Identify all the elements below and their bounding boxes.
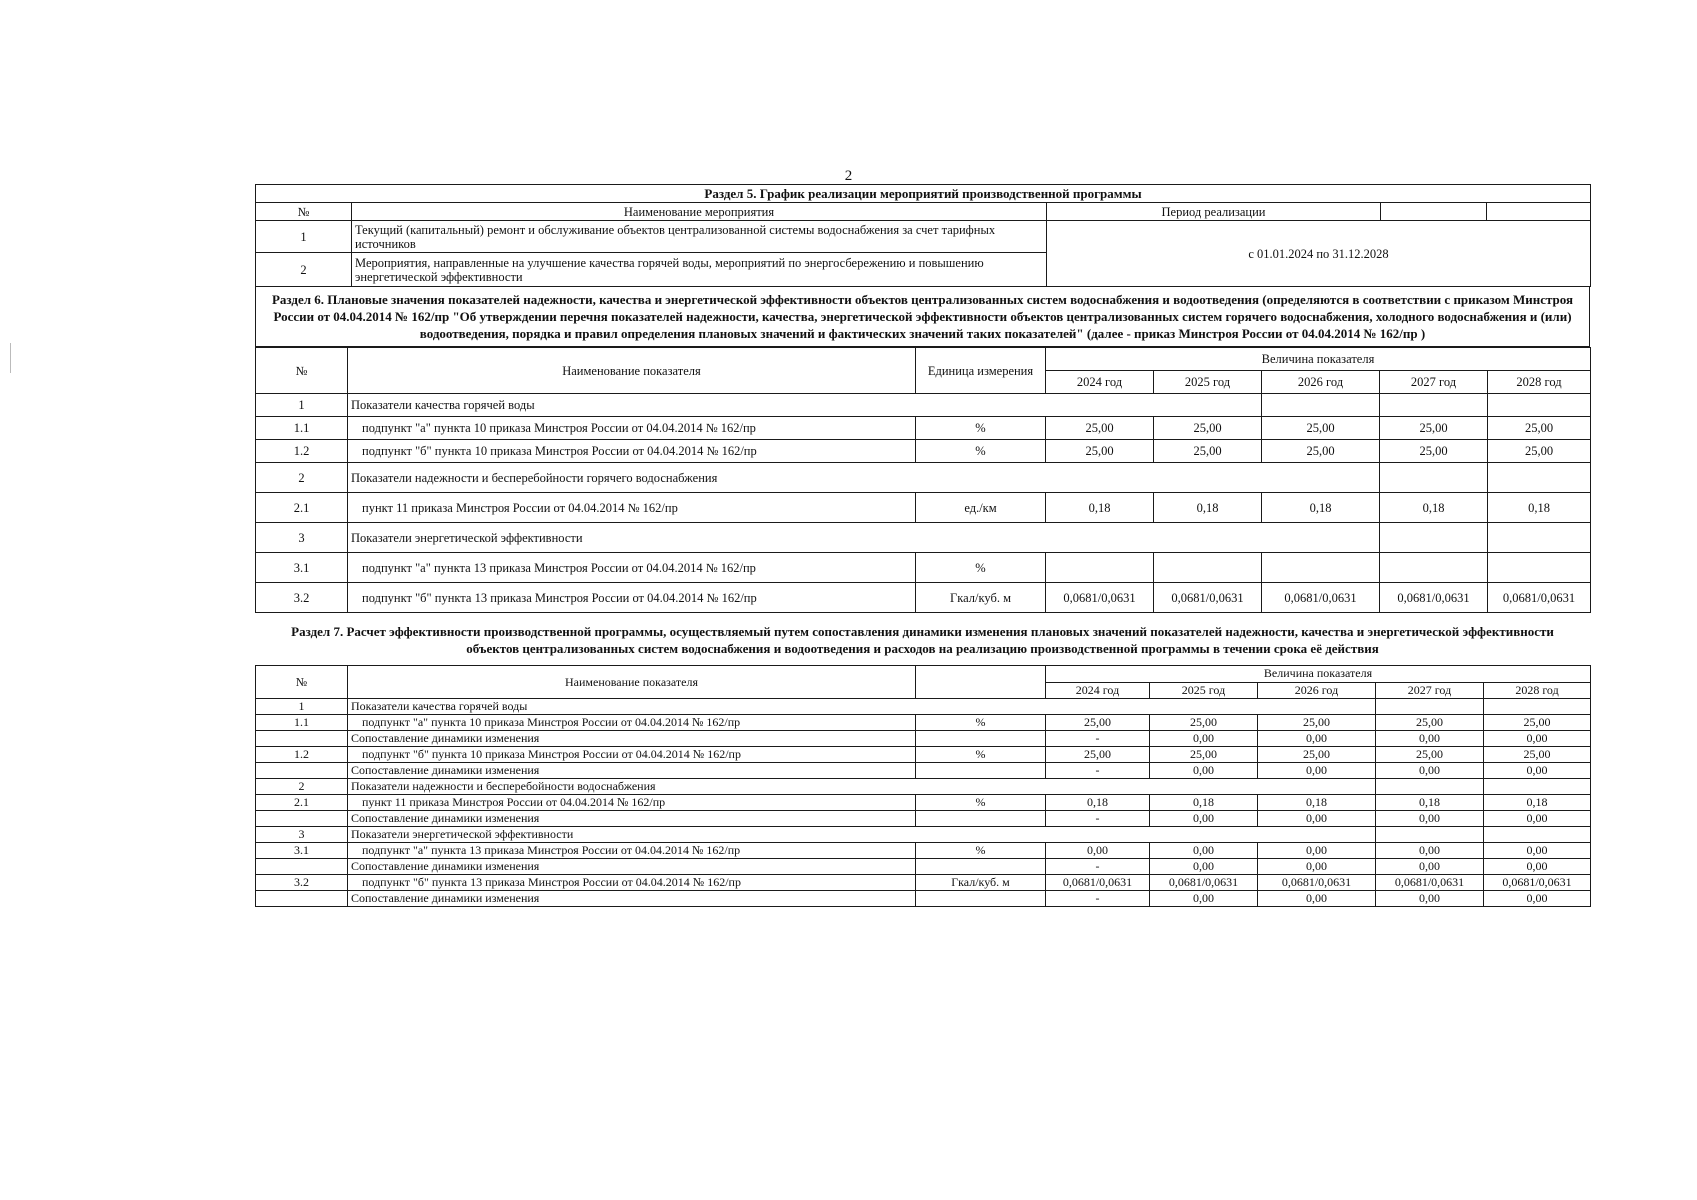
section6-value: 25,00	[1488, 440, 1591, 463]
section7-group-name: Показатели надежности и бесперебойности водоснабжения	[348, 779, 1376, 795]
section7-row-name: подпункт "б" пункта 13 приказа Минстроя России от 04.04.2014 № 162/пр	[348, 875, 916, 891]
section7-group-name: Показатели качества горячей воды	[348, 699, 1376, 715]
section7-group-name: Показатели энергетической эффективности	[348, 827, 1376, 843]
section7-value: 0,00	[1258, 843, 1376, 859]
section7-value: 0,0681/0,0631	[1150, 875, 1258, 891]
section6-value	[1154, 553, 1262, 583]
section7-row-no: 3.1	[256, 843, 348, 859]
section7-row-unit: %	[916, 843, 1046, 859]
section6-value: 25,00	[1046, 440, 1154, 463]
section7-dynamics-value: 0,00	[1484, 763, 1591, 779]
section7-row-no: 1.1	[256, 715, 348, 731]
section7-year: 2027 год	[1376, 682, 1484, 699]
section6-year: 2027 год	[1380, 371, 1488, 394]
section6-value: 0,18	[1380, 493, 1488, 523]
section7-empty-cell	[1376, 827, 1484, 843]
section7-empty-cell	[1484, 699, 1591, 715]
section5-col-period: Период реализации	[1047, 203, 1381, 221]
section7-dynamics-value: -	[1046, 731, 1150, 747]
section6-value: 0,18	[1046, 493, 1154, 523]
section6-row-unit: %	[916, 417, 1046, 440]
section7-col-no: №	[256, 666, 348, 699]
section5-col-no: №	[256, 203, 352, 221]
section6-value: 25,00	[1380, 417, 1488, 440]
document-sheet	[255, 184, 1590, 907]
section6-value: 0,0681/0,0631	[1380, 583, 1488, 613]
section7-empty-cell	[916, 763, 1046, 779]
section6-value: 0,0681/0,0631	[1046, 583, 1154, 613]
section7-row-name: подпункт "а" пункта 10 приказа Минстроя России от 04.04.2014 № 162/пр	[348, 715, 916, 731]
section7-title: Раздел 7. Расчет эффективности производственной программы, осуществляемый путем сопоставления динамики изменения плановых значений показателей надежности, качества и энергетической эффективности объектов централизованных систем водоснабжения и водоотведения и расходов на реализацию производственной программы в течении срока её действия	[291, 624, 1554, 656]
section7-value: 25,00	[1258, 747, 1376, 763]
section6-value: 0,0681/0,0631	[1154, 583, 1262, 613]
section7-value: 25,00	[1258, 715, 1376, 731]
section6-row-unit: Гкал/куб. м	[916, 583, 1046, 613]
section7-row-unit: Гкал/куб. м	[916, 875, 1046, 891]
section7-value: 0,18	[1046, 795, 1150, 811]
section6-col-name: Наименование показателя	[348, 348, 916, 394]
section6-year: 2024 год	[1046, 371, 1154, 394]
section6-row-no: 3	[256, 523, 348, 553]
section7-value: 0,0681/0,0631	[1046, 875, 1150, 891]
section6-row-name: пункт 11 приказа Минстроя России от 04.04.2014 № 162/пр	[348, 493, 916, 523]
section6-value: 0,18	[1154, 493, 1262, 523]
section7-value: 0,00	[1046, 843, 1150, 859]
section6-value	[1380, 553, 1488, 583]
section7-empty-cell	[256, 811, 348, 827]
section7-dynamics-label: Сопоставление динамики изменения	[348, 731, 916, 747]
section7-empty-cell	[1484, 827, 1591, 843]
section6-table	[255, 347, 1591, 613]
section7-row-no: 2.1	[256, 795, 348, 811]
section6-col-unit: Единица измерения	[916, 348, 1046, 394]
section6-row-no: 3.1	[256, 553, 348, 583]
section6-value: 25,00	[1154, 417, 1262, 440]
section7-dynamics-value: 0,00	[1258, 859, 1376, 875]
section6-row-no: 1.1	[256, 417, 348, 440]
section7-empty-cell	[256, 731, 348, 747]
section6-row-no: 2	[256, 463, 348, 493]
section7-empty-cell	[256, 763, 348, 779]
section7-row-no: 1.2	[256, 747, 348, 763]
section6-value: 0,18	[1262, 493, 1380, 523]
section7-value: 0,0681/0,0631	[1484, 875, 1591, 891]
scan-margin-mark	[10, 343, 11, 373]
section7-dynamics-value: 0,00	[1150, 891, 1258, 907]
section7-dynamics-label: Сопоставление динамики изменения	[348, 859, 916, 875]
section6-row-name: подпункт "б" пункта 10 приказа Минстроя России от 04.04.2014 № 162/пр	[348, 440, 916, 463]
section6-group-name: Показатели энергетической эффективности	[348, 523, 1380, 553]
section7-dynamics-value: 0,00	[1376, 859, 1484, 875]
section6-value: 25,00	[1380, 440, 1488, 463]
section7-dynamics-value: -	[1046, 811, 1150, 827]
section7-dynamics-value: 0,00	[1484, 891, 1591, 907]
section6-empty-cell	[1380, 463, 1488, 493]
section6-group-name: Показатели качества горячей воды	[348, 394, 1262, 417]
section6-row-unit: %	[916, 440, 1046, 463]
section7-empty-cell	[1484, 779, 1591, 795]
section7-value: 25,00	[1046, 747, 1150, 763]
section6-row-name: подпункт "а" пункта 13 приказа Минстроя России от 04.04.2014 № 162/пр	[348, 553, 916, 583]
section7-value: 0,0681/0,0631	[1258, 875, 1376, 891]
section6-row-no: 1.2	[256, 440, 348, 463]
section6-value: 25,00	[1262, 440, 1380, 463]
section7-value: 0,18	[1484, 795, 1591, 811]
section6-year: 2026 год	[1262, 371, 1380, 394]
section5-period-value: с 01.01.2024 по 31.12.2028	[1047, 221, 1591, 287]
section7-year: 2024 год	[1046, 682, 1150, 699]
section5-empty-cell	[1381, 203, 1487, 221]
section7-row-no: 3.2	[256, 875, 348, 891]
section7-empty-cell	[916, 811, 1046, 827]
section7-dynamics-value: 0,00	[1484, 811, 1591, 827]
section7-row-name: подпункт "а" пункта 13 приказа Минстроя России от 04.04.2014 № 162/пр	[348, 843, 916, 859]
section7-value: 0,18	[1150, 795, 1258, 811]
section7-empty-cell	[916, 859, 1046, 875]
section6-year: 2025 год	[1154, 371, 1262, 394]
section6-value	[1262, 553, 1380, 583]
page-number: 2	[844, 168, 853, 184]
section7-row-unit: %	[916, 795, 1046, 811]
section6-value: 0,18	[1488, 493, 1591, 523]
section5-table	[255, 184, 1591, 287]
section7-dynamics-label: Сопоставление динамики изменения	[348, 811, 916, 827]
section7-dynamics-value: -	[1046, 763, 1150, 779]
section7-dynamics-value: 0,00	[1150, 811, 1258, 827]
section7-value: 0,18	[1376, 795, 1484, 811]
section7-dynamics-value: 0,00	[1258, 811, 1376, 827]
section6-value	[1488, 553, 1591, 583]
section6-row-unit: %	[916, 553, 1046, 583]
section6-row-no: 3.2	[256, 583, 348, 613]
section7-dynamics-value: 0,00	[1258, 891, 1376, 907]
section7-dynamics-value: 0,00	[1376, 763, 1484, 779]
section5-row-name: Мероприятия, направленные на улучшение качества горячей воды, мероприятий по энергосбережению и повышению энергетической эффективности	[352, 253, 1047, 287]
section7-dynamics-value: 0,00	[1258, 731, 1376, 747]
section7-empty-cell	[1376, 699, 1484, 715]
section7-col-unit-empty	[916, 666, 1046, 699]
section6-empty-cell	[1380, 523, 1488, 553]
section6-value: 0,0681/0,0631	[1262, 583, 1380, 613]
section7-value: 25,00	[1376, 747, 1484, 763]
section6-value: 25,00	[1046, 417, 1154, 440]
section7-empty-cell	[256, 891, 348, 907]
section7-dynamics-value: 0,00	[1376, 731, 1484, 747]
section6-empty-cell	[1262, 394, 1380, 417]
section7-year: 2025 год	[1150, 682, 1258, 699]
section6-row-no: 1	[256, 394, 348, 417]
section7-row-no: 2	[256, 779, 348, 795]
section7-year: 2028 год	[1484, 682, 1591, 699]
section7-value: 25,00	[1484, 715, 1591, 731]
section7-value: 25,00	[1150, 747, 1258, 763]
section7-value: 0,00	[1150, 843, 1258, 859]
section7-row-name: пункт 11 приказа Минстроя России от 04.04.2014 № 162/пр	[348, 795, 916, 811]
section7-dynamics-value: -	[1046, 859, 1150, 875]
section7-row-unit: %	[916, 715, 1046, 731]
section6-empty-cell	[1488, 523, 1591, 553]
section7-dynamics-value: 0,00	[1376, 811, 1484, 827]
section7-dynamics-value: 0,00	[1150, 763, 1258, 779]
section7-value: 0,18	[1258, 795, 1376, 811]
section7-row-no: 3	[256, 827, 348, 843]
section7-row-unit: %	[916, 747, 1046, 763]
section7-value: 25,00	[1484, 747, 1591, 763]
section7-table	[255, 665, 1591, 907]
section7-empty-cell	[1376, 779, 1484, 795]
section6-value	[1046, 553, 1154, 583]
section6-row-no: 2.1	[256, 493, 348, 523]
section7-dynamics-value: 0,00	[1150, 859, 1258, 875]
section6-value: 0,0681/0,0631	[1488, 583, 1591, 613]
section7-empty-cell	[256, 859, 348, 875]
section7-dynamics-value: 0,00	[1484, 731, 1591, 747]
section7-dynamics-label: Сопоставление динамики изменения	[348, 763, 916, 779]
section7-dynamics-value: 0,00	[1484, 859, 1591, 875]
section7-year: 2026 год	[1258, 682, 1376, 699]
section7-col-name: Наименование показателя	[348, 666, 916, 699]
section5-empty-cell	[1487, 203, 1591, 221]
section6-row-unit: ед./км	[916, 493, 1046, 523]
section7-value: 0,00	[1376, 843, 1484, 859]
section6-title: Раздел 6. Плановые значения показателей надежности, качества и энергетической эффективности объектов централизованных систем водоснабжения и водоотведения (определяются в соответствии с приказом Минстроя России от 04.04.2014 № 162/пр "Об утверждении перечня показателей надежности, качества, энергетической эффективности объектов централизованных систем горячего водоснабжения, холодного водоснабжения и (или) водоотведения, порядка и правил определения плановых значений и фактических значений таких показателей" (далее - приказ Минстроя России от 04.04.2014 № 162/пр )	[255, 287, 1590, 347]
section6-empty-cell	[1488, 463, 1591, 493]
section7-dynamics-value: 0,00	[1258, 763, 1376, 779]
section6-col-no: №	[256, 348, 348, 394]
section7-empty-cell	[916, 731, 1046, 747]
section5-col-name: Наименование мероприятия	[352, 203, 1047, 221]
section7-dynamics-value: 0,00	[1376, 891, 1484, 907]
section6-row-name: подпункт "б" пункта 13 приказа Минстроя России от 04.04.2014 № 162/пр	[348, 583, 916, 613]
section7-row-no: 1	[256, 699, 348, 715]
section5-title: Раздел 5. График реализации мероприятий производственной программы	[256, 185, 1591, 203]
section7-value: 25,00	[1046, 715, 1150, 731]
section7-row-name: подпункт "б" пункта 10 приказа Минстроя России от 04.04.2014 № 162/пр	[348, 747, 916, 763]
section5-row-no: 1	[256, 221, 352, 253]
section7-col-value: Величина показателя	[1046, 666, 1591, 683]
section7-value: 0,00	[1484, 843, 1591, 859]
section6-col-value: Величина показателя	[1046, 348, 1591, 371]
section6-value: 25,00	[1262, 417, 1380, 440]
section6-value: 25,00	[1488, 417, 1591, 440]
section6-row-name: подпункт "а" пункта 10 приказа Минстроя России от 04.04.2014 № 162/пр	[348, 417, 916, 440]
section6-empty-cell	[1488, 394, 1591, 417]
section7-value: 25,00	[1376, 715, 1484, 731]
section7-empty-cell	[916, 891, 1046, 907]
section6-year: 2028 год	[1488, 371, 1591, 394]
section6-group-name: Показатели надежности и бесперебойности горячего водоснабжения	[348, 463, 1380, 493]
section7-value: 25,00	[1150, 715, 1258, 731]
section7-dynamics-value: -	[1046, 891, 1150, 907]
section7-value: 0,0681/0,0631	[1376, 875, 1484, 891]
section5-row-name: Текущий (капитальный) ремонт и обслуживание объектов централизованной системы водоснабжения за счет тарифных источников	[352, 221, 1047, 253]
section5-row-no: 2	[256, 253, 352, 287]
section6-empty-cell	[1380, 394, 1488, 417]
section7-dynamics-label: Сопоставление динамики изменения	[348, 891, 916, 907]
section7-dynamics-value: 0,00	[1150, 731, 1258, 747]
section6-value: 25,00	[1154, 440, 1262, 463]
